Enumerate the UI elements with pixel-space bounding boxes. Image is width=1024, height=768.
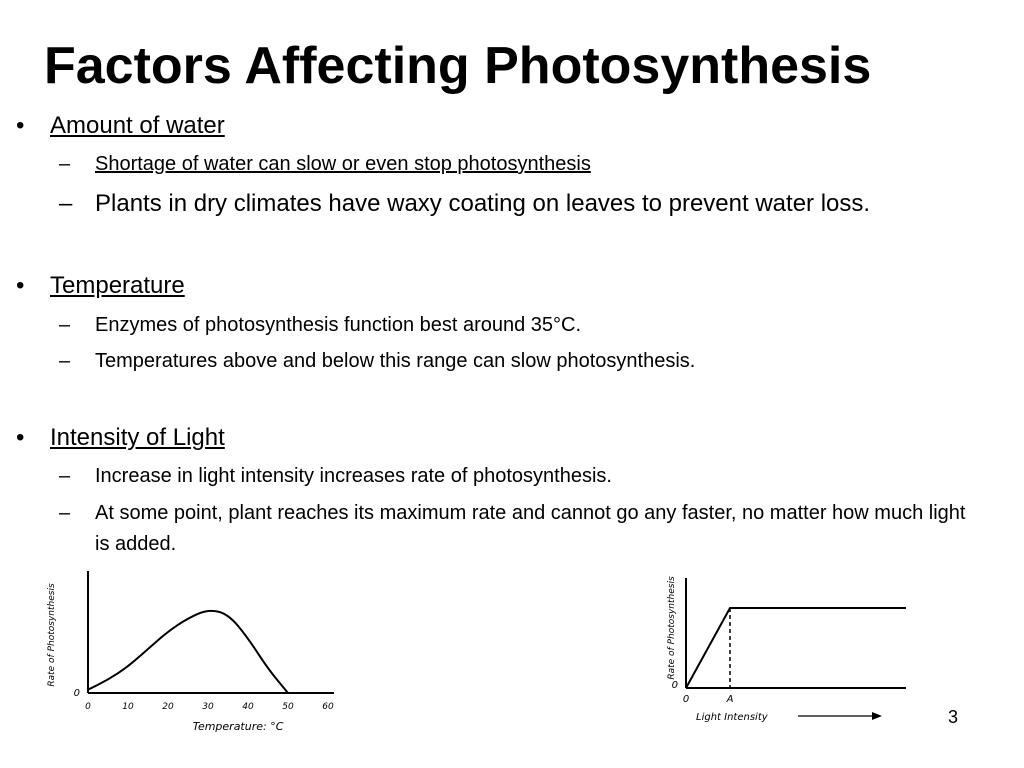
- bullet-label: Temperature: [50, 272, 185, 299]
- sub-dash: –: [59, 350, 71, 372]
- x-tick-label: 60: [322, 702, 334, 712]
- x-tick-label: 40: [242, 702, 254, 712]
- x-tick-label: 50: [282, 702, 294, 712]
- x-tick-label: A: [726, 694, 734, 705]
- page-number: 3: [948, 707, 959, 727]
- sub-text: At some point, plant reaches its maximum rate and cannot go any faster, no matter how much light is added.: [95, 502, 966, 555]
- series-line: [88, 611, 288, 693]
- sub-text: Plants in dry climates have waxy coating on leaves to prevent water loss.: [95, 190, 871, 217]
- x-tick-label: 0: [85, 702, 91, 712]
- sub-dash: –: [59, 153, 71, 175]
- series-line: [686, 608, 906, 688]
- sub-dash: –: [59, 190, 73, 217]
- x-tick-label: 0: [682, 694, 690, 705]
- bullet-label: Amount of water: [50, 112, 225, 139]
- bullet-dot: •: [16, 112, 25, 139]
- bullet-label: Intensity of Light: [50, 424, 225, 451]
- x-axis-label: Temperature: °C: [192, 720, 284, 733]
- x-axis-label: Light Intensity: [696, 712, 768, 723]
- sub-dash: –: [59, 502, 71, 524]
- light-intensity-graph-svg: [650, 570, 920, 730]
- slide-title: Factors Affecting Photosynthesis: [44, 37, 872, 95]
- y-axis-label: Rate of Photosynthesis: [47, 583, 57, 687]
- light-intensity-graph: [650, 570, 920, 730]
- sub-dash: –: [59, 465, 71, 487]
- sub-text: Shortage of water can slow or even stop photosynthesis: [95, 153, 591, 175]
- x-tick-label: 10: [122, 702, 134, 712]
- temperature-graph: [40, 565, 350, 735]
- sub-text: Temperatures above and below this range can slow photosynthesis.: [95, 350, 696, 372]
- temperature-graph-svg: [40, 565, 350, 735]
- bullet-dot: •: [16, 272, 25, 299]
- y-axis-label: Rate of Photosynthesis: [667, 576, 677, 680]
- sub-dash: –: [59, 314, 71, 336]
- y-tick-label: 0: [671, 680, 678, 691]
- sub-text: Enzymes of photosynthesis function best around 35°C.: [95, 314, 582, 336]
- sub-text: Increase in light intensity increases rate of photosynthesis.: [95, 465, 612, 487]
- x-tick-label: 20: [162, 702, 174, 712]
- x-axis-arrowhead: [872, 712, 882, 720]
- bullet-dot: •: [16, 424, 25, 451]
- y-tick-label: 0: [73, 688, 80, 699]
- x-tick-label: 30: [202, 702, 214, 712]
